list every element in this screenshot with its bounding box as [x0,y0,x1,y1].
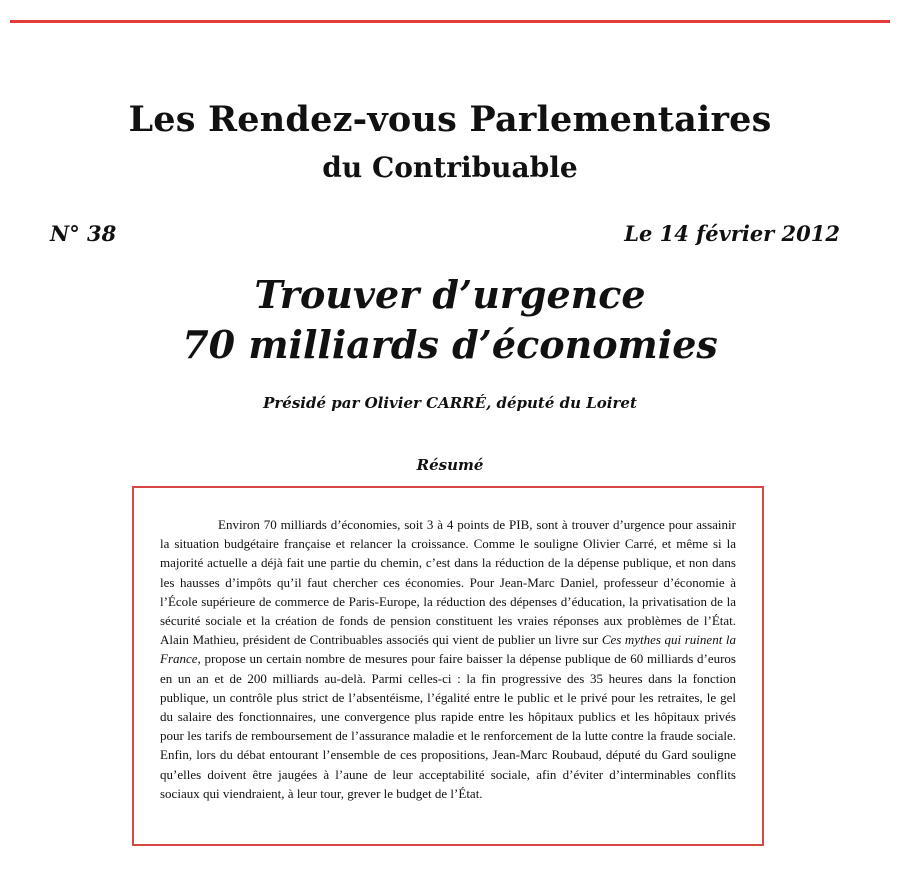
presided-by: Présidé par Olivier CARRÉ, député du Loiret [263,394,637,412]
headline-line-2: 70 milliards d’économies [182,322,718,367]
headline-line-1: Trouver d’urgence [254,272,646,317]
issue-number: N° 38 [50,220,117,246]
summary-box [132,486,764,846]
issue-meta [50,216,840,250]
publication-subtitle: du Contribuable [322,151,578,184]
top-red-rule [10,20,890,23]
headline [0,270,900,370]
masthead [0,98,900,188]
publication-title: Les Rendez-vous Parlementaires [128,99,772,140]
book-title: Ces mythes qui ruinent la France [160,632,736,667]
summary-text-part-2: , propose un certain nombre de mesures pour faire baisser la dépense publique de 60 milliards d’euros en un an et de 200 milliards au-delà. Parmi celles-ci : la fin progressive des 35 heures dans la fonction publique, un contrôle plus strict de l’absentéisme, l’égalité entre le public et le privé pour les retraites, le gel du salaire des fonctionnaires, une convergence plus rapide entre les hôpitaux publics et les hôpitaux privés pour les tarifs de remboursement de l’assurance maladie et le renforcement de la lutte contre la fraude sociale. Enfin, lors du débat entourant l’ensemble de ces propositions, Jean-Marc Roubaud, député du Gard souligne qu’elles doivent être jaugées à l’aune de leur acceptabilité sociale, afin d’éviter d’interminables conflits sociaux qui viendraient, à leur tour, grever le budget de l’État. [160,651,736,801]
summary-paragraph [160,515,736,803]
summary-heading: Résumé [416,456,484,474]
issue-date: Le 14 février 2012 [624,220,840,246]
summary-text-part-1: Environ 70 milliards d’économies, soit 3 à 4 points de PIB, sont à trouver d’urgence pour assainir la situation budgétaire française et relancer la croissance. Comme le souligne Olivier Carré, et même si la majorité actuelle a déjà fait une partie du chemin, c’est dans la réduction de la dépense publique, et non dans les hausses d’impôts qu’il faut chercher ces économies. Pour Jean-Marc Daniel, professeur d’économie à l’École supérieure de commerce de Paris-Europe, la réduction des dépenses d’éducation, la privatisation de la sécurité sociale et la création de fonds de pension constituent les vraies réponses aux problèmes de l’État. Alain Mathieu, président de Contribuables associés qui vient de publier un livre sur [160,517,736,648]
